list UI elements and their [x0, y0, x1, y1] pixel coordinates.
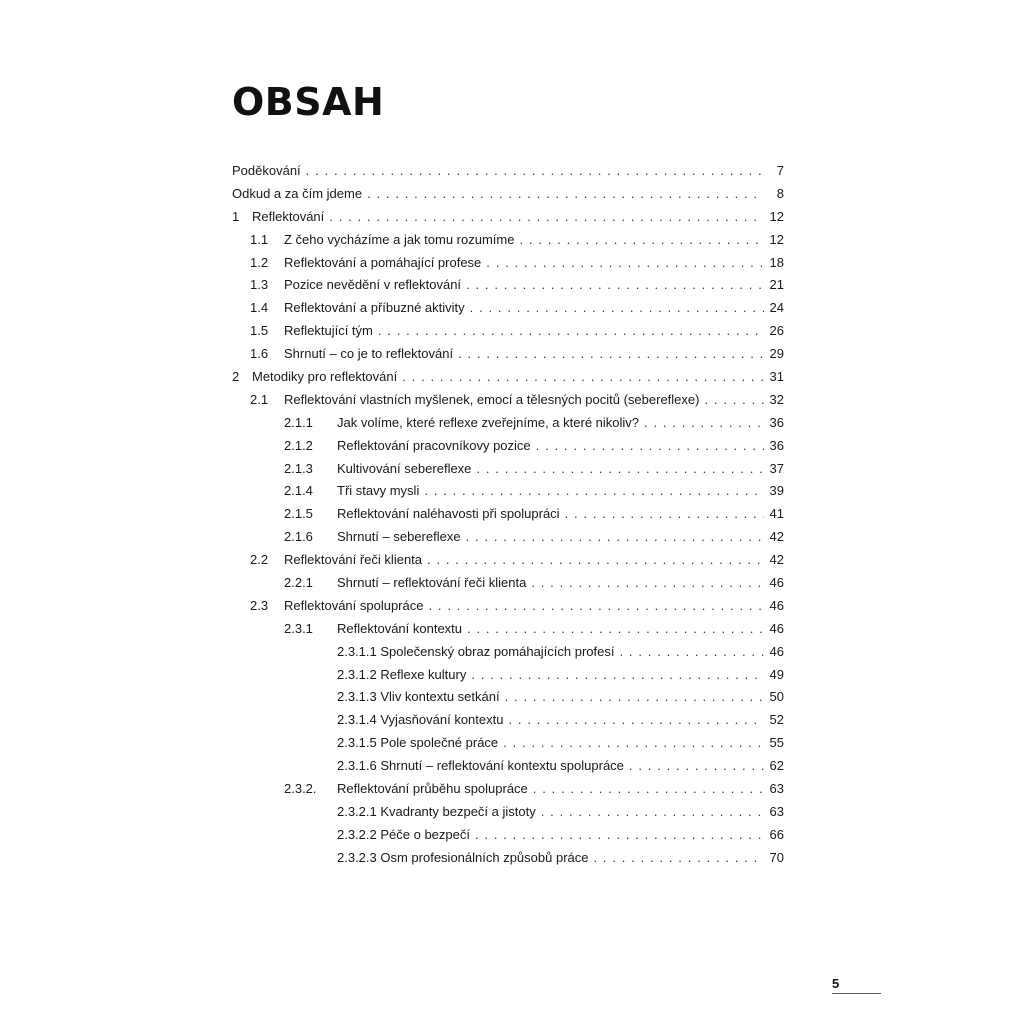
toc-entry-number: 1.4	[250, 300, 269, 316]
toc-entry	[232, 503, 784, 526]
toc-entry-title: Shrnutí – reflektování řeči klienta	[337, 575, 527, 591]
toc-entry-title: 2.3.1.5 Pole společné práce	[337, 735, 499, 751]
toc-leader-dots	[505, 686, 764, 709]
toc-entry-number: 2.1.2	[284, 437, 313, 453]
toc-entry-page: 41	[769, 506, 784, 522]
toc-entry	[232, 755, 784, 778]
toc-entry-page: 46	[769, 620, 784, 636]
toc-leader-dots	[471, 664, 764, 687]
toc-entry	[232, 595, 784, 618]
toc-entry	[232, 252, 784, 275]
toc-entry-number: 1.6	[250, 346, 269, 362]
toc-entry	[232, 458, 784, 481]
toc-entry-title: Reflektování kontextu	[337, 620, 463, 636]
toc-entry-page: 37	[769, 460, 784, 476]
toc-entry-page: 42	[769, 552, 784, 568]
toc-entry-title: Reflektování naléhavosti při spolupráci	[337, 506, 560, 522]
toc-leader-dots	[306, 160, 764, 183]
toc-leader-dots	[402, 366, 764, 389]
toc-leader-dots	[470, 297, 764, 320]
toc-entry-page: 50	[769, 689, 784, 705]
toc-entry-number: 2.1.4	[284, 483, 313, 499]
toc-entry-page: 63	[769, 803, 784, 819]
toc-entry-title: 2.3.2.1 Kvadranty bezpečí a jistoty	[337, 803, 536, 819]
toc-entry	[232, 618, 784, 641]
toc-entry	[232, 778, 784, 801]
toc-entry-title: Jak volíme, které reflexe zveřejníme, a které nikoliv?	[337, 414, 640, 430]
toc-entry-page: 46	[769, 575, 784, 591]
toc-entry	[232, 801, 784, 824]
toc-leader-dots	[475, 824, 764, 847]
toc-entry-page: 63	[769, 781, 784, 797]
toc-entry	[232, 343, 784, 366]
toc-entry-number: 2.3.2.	[284, 781, 317, 797]
toc-entry	[232, 229, 784, 252]
toc-leader-dots	[629, 755, 764, 778]
toc-entry-page: 46	[769, 643, 784, 659]
toc-entry-page: 12	[769, 208, 784, 224]
toc-entry	[232, 160, 784, 183]
toc-entry	[232, 847, 784, 870]
toc-entry-title: 2.3.1.2 Reflexe kultury	[337, 666, 467, 682]
toc-entry-page: 21	[769, 277, 784, 293]
table-of-contents	[232, 160, 784, 870]
toc-leader-dots	[536, 435, 764, 458]
toc-leader-dots	[704, 389, 764, 412]
toc-entry-page: 29	[769, 346, 784, 362]
toc-entry-number: 2.2.1	[284, 575, 313, 591]
toc-entry-title: Reflektující tým	[284, 323, 373, 339]
toc-entry-number: 2.3	[250, 597, 269, 613]
toc-entry-page: 31	[769, 369, 784, 385]
toc-entry-number: 1.5	[250, 323, 269, 339]
toc-entry-number: 2.1.1	[284, 414, 313, 430]
toc-entry-title: Reflektování řeči klienta	[284, 552, 423, 568]
toc-entry-page: 49	[769, 666, 784, 682]
toc-entry	[232, 389, 784, 412]
toc-entry	[232, 480, 784, 503]
toc-leader-dots	[644, 412, 764, 435]
toc-entry-page: 12	[769, 231, 784, 247]
toc-leader-dots	[458, 343, 764, 366]
toc-entry-number: 2	[232, 369, 240, 385]
toc-entry-number: 1.3	[250, 277, 269, 293]
toc-entry	[232, 824, 784, 847]
toc-entry-number: 2.1.3	[284, 460, 313, 476]
toc-leader-dots	[476, 458, 764, 481]
page-title: OBSAH	[232, 80, 385, 124]
toc-leader-dots	[531, 572, 764, 595]
toc-entry-title: Metodiky pro reflektování	[252, 369, 398, 385]
toc-leader-dots	[466, 526, 764, 549]
toc-entry-number: 2.3.1	[284, 620, 313, 636]
toc-entry-page: 36	[769, 437, 784, 453]
toc-entry-page: 42	[769, 529, 784, 545]
toc-entry-title: 2.3.1.3 Vliv kontextu setkání	[337, 689, 500, 705]
toc-entry-title: 2.3.2.3 Osm profesionálních způsobů práce	[337, 849, 589, 865]
toc-leader-dots	[424, 480, 764, 503]
toc-entry	[232, 709, 784, 732]
toc-entry-number: 1.1	[250, 231, 269, 247]
toc-entry-page: 26	[769, 323, 784, 339]
toc-entry-title: 2.3.1.6 Shrnutí – reflektování kontextu spolupráce	[337, 758, 624, 774]
toc-entry-number: 2.1	[250, 391, 269, 407]
toc-entry	[232, 412, 784, 435]
toc-entry-title: Reflektování spolupráce	[284, 597, 424, 613]
toc-entry	[232, 183, 784, 206]
toc-entry-title: Reflektování průběhu spolupráce	[337, 781, 528, 797]
toc-leader-dots	[541, 801, 764, 824]
toc-leader-dots	[533, 778, 764, 801]
toc-entry-title: Reflektování a příbuzné aktivity	[284, 300, 465, 316]
toc-entry-title: Poděkování	[232, 163, 301, 178]
toc-leader-dots	[565, 503, 764, 526]
toc-entry-title: 2.3.1.4 Vyjasňování kontextu	[337, 712, 504, 728]
toc-leader-dots	[367, 183, 764, 206]
toc-entry-title: Reflektování a pomáhající profese	[284, 254, 482, 270]
page-number: 5	[832, 976, 881, 994]
toc-entry-title: Kultivování sebereflexe	[337, 460, 472, 476]
toc-entry-page: 39	[769, 483, 784, 499]
toc-entry	[232, 366, 784, 389]
toc-entry-title: Reflektování pracovníkovy pozice	[337, 437, 531, 453]
toc-entry	[232, 274, 784, 297]
toc-entry	[232, 572, 784, 595]
toc-entry-title: Reflektování	[252, 208, 325, 224]
toc-leader-dots	[593, 847, 764, 870]
toc-entry-page: 55	[769, 735, 784, 751]
toc-leader-dots	[467, 618, 764, 641]
toc-entry-page: 18	[769, 254, 784, 270]
toc-entry-title: Z čeho vycházíme a jak tomu rozumíme	[284, 231, 515, 247]
toc-entry-title: Odkud a za čím jdeme	[232, 185, 363, 201]
toc-entry	[232, 732, 784, 755]
toc-leader-dots	[427, 549, 764, 572]
toc-leader-dots	[329, 206, 764, 229]
toc-entry-title: Tři stavy mysli	[337, 483, 420, 499]
toc-entry	[232, 435, 784, 458]
toc-entry	[232, 549, 784, 572]
toc-leader-dots	[428, 595, 764, 618]
toc-leader-dots	[519, 229, 764, 252]
toc-entry-title: Shrnutí – sebereflexe	[337, 529, 461, 545]
toc-entry-page: 7	[776, 163, 784, 178]
toc-entry-page: 46	[769, 597, 784, 613]
toc-entry-number: 2.1.5	[284, 506, 313, 522]
toc-leader-dots	[508, 709, 764, 732]
toc-entry	[232, 297, 784, 320]
toc-leader-dots	[378, 320, 764, 343]
toc-entry-number: 2.2	[250, 552, 269, 568]
toc-entry	[232, 641, 784, 664]
toc-entry	[232, 206, 784, 229]
toc-entry-number: 1	[232, 208, 240, 224]
toc-entry-number: 2.1.6	[284, 529, 313, 545]
toc-entry	[232, 664, 784, 687]
toc-entry-title: Reflektování vlastních myšlenek, emocí a tělesných pocitů (sebereflexe)	[284, 391, 700, 407]
toc-entry	[232, 526, 784, 549]
toc-entry-number: 1.2	[250, 254, 269, 270]
toc-entry-title: Pozice nevědění v reflektování	[284, 277, 462, 293]
toc-entry-page: 36	[769, 414, 784, 430]
toc-entry-title: 2.3.1.1 Společenský obraz pomáhajících profesí	[337, 643, 615, 659]
toc-leader-dots	[466, 274, 764, 297]
toc-entry-page: 70	[769, 849, 784, 865]
toc-entry-page: 66	[769, 826, 784, 842]
toc-entry-page: 62	[769, 758, 784, 774]
toc-leader-dots	[486, 252, 764, 275]
toc-entry-page: 52	[769, 712, 784, 728]
toc-entry-page: 24	[769, 300, 784, 316]
toc-entry	[232, 686, 784, 709]
toc-entry-title: Shrnutí – co je to reflektování	[284, 346, 454, 362]
toc-entry-title: 2.3.2.2 Péče o bezpečí	[337, 826, 470, 842]
toc-leader-dots	[503, 732, 764, 755]
toc-leader-dots	[620, 641, 765, 664]
toc-entry-page: 32	[769, 391, 784, 407]
toc-entry-page: 8	[776, 185, 784, 201]
toc-entry	[232, 320, 784, 343]
